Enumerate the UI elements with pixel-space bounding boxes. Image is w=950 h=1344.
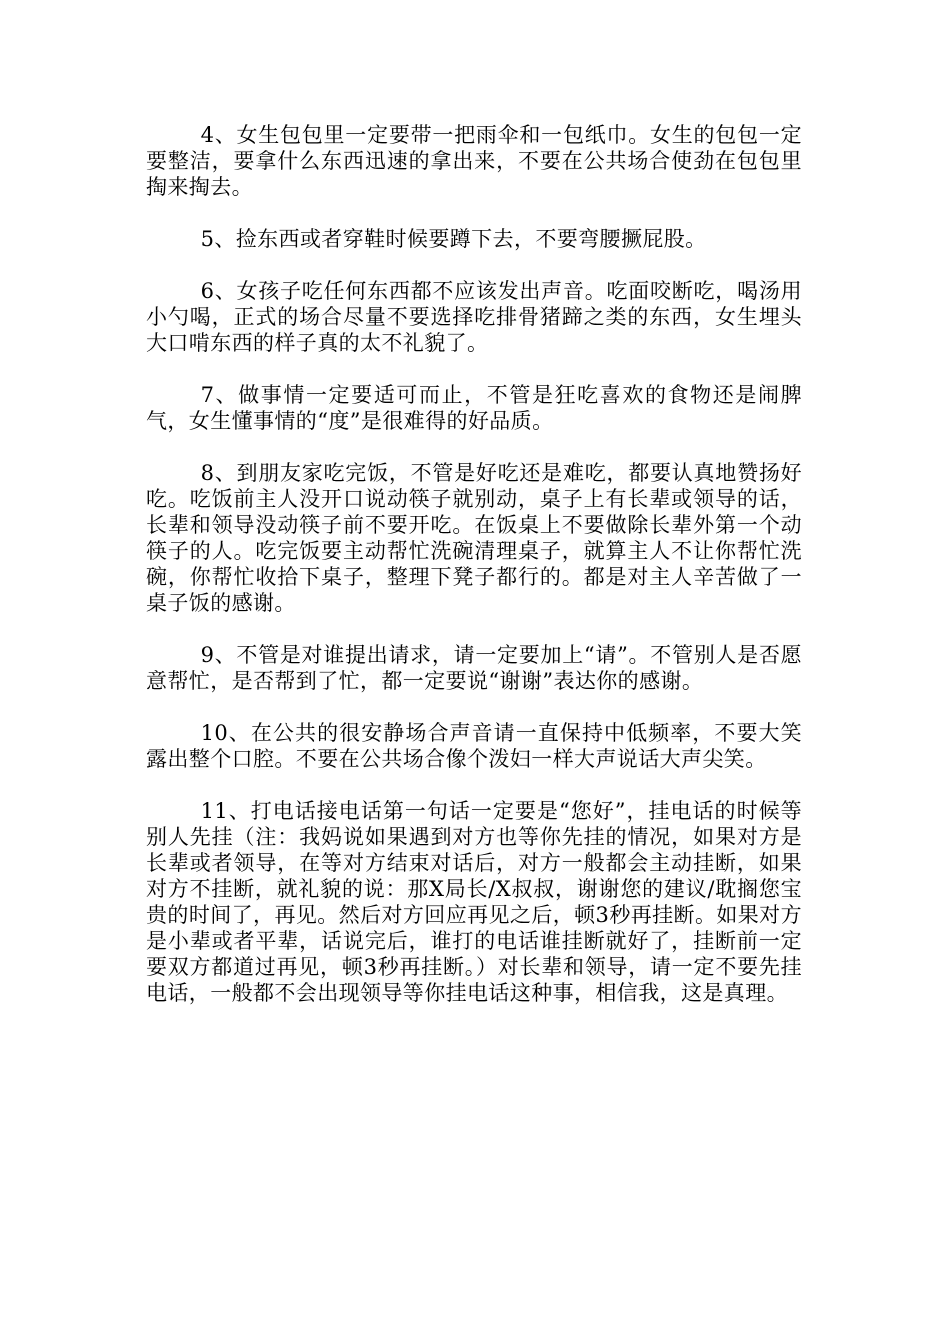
paragraph-item-4: 4、女生包包里一定要带一把雨伞和一包纸巾。女生的包包一定要整洁，要拿什么东西迅速的拿出来，不要在公共场合使劲在包包里掏来掏去。 [146,123,802,199]
paragraph-item-7: 7、做事情一定要适可而止，不管是狂吃喜欢的食物还是闹脾气，女生懂事情的“度”是很难得的好品质。 [146,383,802,433]
paragraph-item-11: 11、打电话接电话第一句话一定要是“您好”，挂电话的时候等别人先挂（注：我妈说如果遇到对方也等你先挂的情况，如果对方是长辈或者领导，在等对方结束对话后，对方一般都会主动挂断，如果对方不挂断，就礼貌的说：那X局长/X叔叔，谢谢您的建议/耽搁您宝贵的时间了，再见。然后对方回应再见之后，顿3秒再挂断。如果对方是小辈或者平辈，话说完后，谁打的电话谁挂断就好了，挂断前一定要双方都道过再见，顿3秒再挂断。）对长辈和领导，请一定不要先挂电话，一般都不会出现领导等你挂电话这种事，相信我，这是真理。 [146,799,802,1005]
document-body [146,122,802,1032]
paragraph-item-8: 8、到朋友家吃完饭，不管是好吃还是难吃，都要认真地赞扬好吃。吃饭前主人没开口说动筷子就别动，桌子上有长辈或领导的话，长辈和领导没动筷子前不要开吃。在饭桌上不要做除长辈外第一个动筷子的人。吃完饭要主动帮忙洗碗清理桌子，就算主人不让你帮忙洗碗，你帮忙收拾下桌子，整理下凳子都行的。都是对主人辛苦做了一桌子饭的感谢。 [146,461,802,615]
paragraph-item-9: 9、不管是对谁提出请求，请一定要加上“请”。不管别人是否愿意帮忙，是否帮到了忙，都一定要说“谢谢”表达你的感谢。 [146,643,802,693]
paragraph-item-10: 10、在公共的很安静场合声音请一直保持中低频率，不要大笑露出整个口腔。不要在公共场合像个泼妇一样大声说话大声尖笑。 [146,721,802,771]
paragraph-item-5: 5、捡东西或者穿鞋时候要蹲下去，不要弯腰撅屁股。 [200,227,707,251]
paragraph-item-6: 6、女孩子吃任何东西都不应该发出声音。吃面咬断吃，喝汤用小勺喝，正式的场合尽量不要选择吃排骨猪蹄之类的东西，女生埋头大口啃东西的样子真的太不礼貌了。 [146,279,802,355]
